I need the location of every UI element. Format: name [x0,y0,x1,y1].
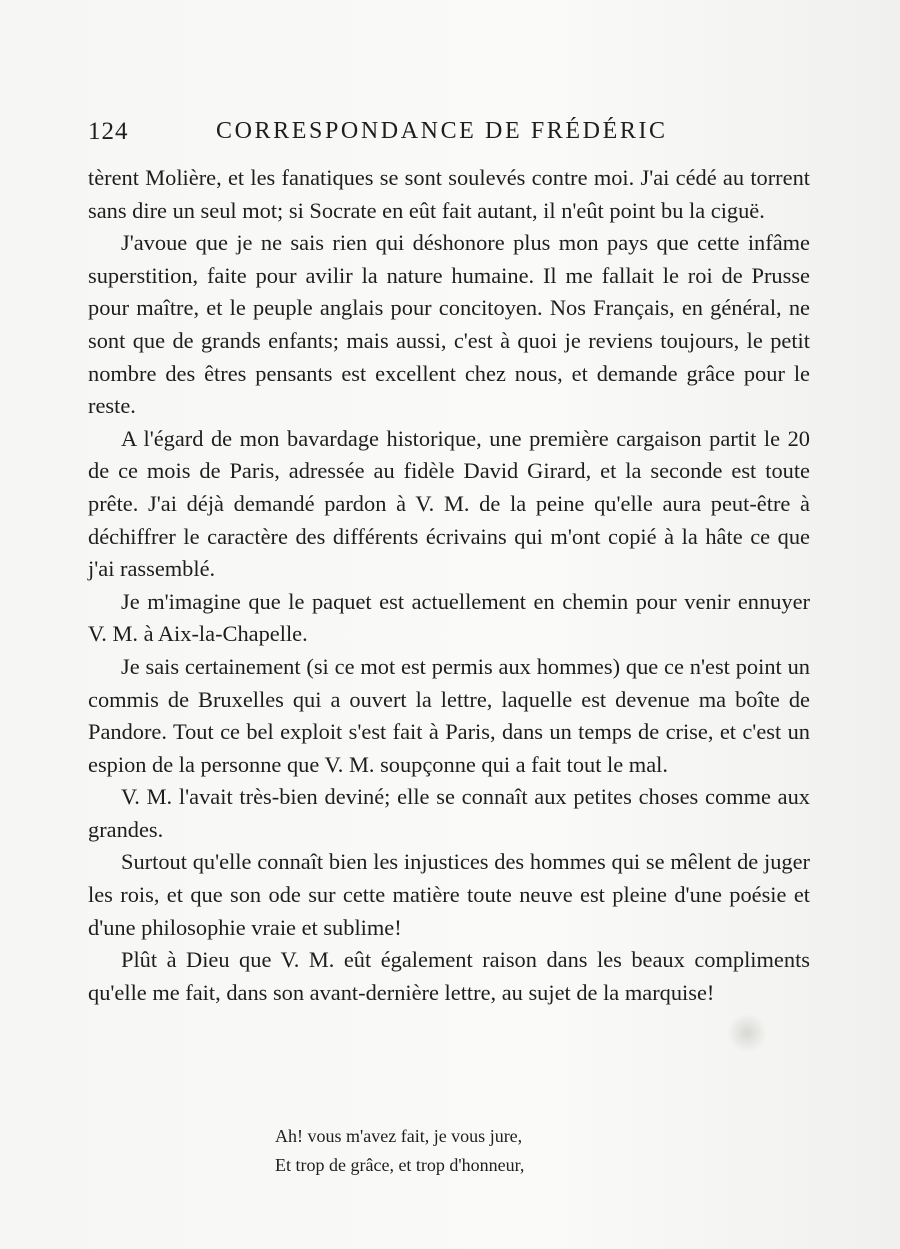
paragraph-6: V. M. l'avait très-bien deviné; elle se connaît aux petites choses comme aux grandes. [88,784,810,842]
paragraph-4: Je m'imagine que le paquet est actuellement en chemin pour venir ennuyer V. M. à Aix-la-Chapelle. [88,588,810,647]
page-number: 124 [88,118,129,145]
running-title: CORRESPONDANCE DE FRÉDÉRIC [216,118,668,144]
paper-stain [726,1014,768,1052]
body-text [88,162,810,1009]
paragraph-8: Plût à Dieu que V. M. eût également raison dans les beaux compliments qu'elle me fait, dans son avant-dernière lettre, au sujet de la marquise! [88,947,810,1005]
paragraph-1: tèrent Molière, et les fanatiques se sont soulevés contre moi. J'ai cédé au torrent sans dire un seul mot; si Socrate en eût fait autant, il n'eût point bu la ciguë. [88,165,810,223]
verse-line-2: Et trop de grâce, et trop d'honneur, [275,1155,525,1175]
paragraph-5: Je sais certainement (si ce mot est permis aux hommes) que ce n'est point un commis de Bruxelles qui a ouvert la lettre, laquelle est devenue ma boîte de Pandore. Tout ce bel exploit s'est fait à Paris, dans un temps de crise, et c'est un espion de la personne que V. M. soupçonne qui a fait tout le mal. [88,653,810,777]
paragraph-3: A l'égard de mon bavardage historique, une première cargaison partit le 20 de ce mois de Paris, adressée au fidèle David Girard, et la seconde est toute prête. J'ai déjà demandé pardon à V. M. de la peine qu'elle aura peut-être à déchiffrer le caractère des différents écrivains qui m'ont copié à la hâte ce que j'ai rassemblé. [88,425,810,582]
page-header [88,114,788,154]
paragraph-2: J'avoue que je ne sais rien qui déshonore plus mon pays que cette infâme superstition, faite pour avilir la nature humaine. Il me fallait le roi de Prusse pour maître, et le peuple anglais pour concitoyen. Nos Français, en général, ne sont que de grands enfants; mais aussi, c'est à quoi je reviens toujours, le petit nombre des êtres pensants est excellent chez nous, et demande grâce pour le reste. [88,230,810,419]
verse-quote [275,1122,695,1180]
paragraph-7: Surtout qu'elle connaît bien les injustices des hommes qui se mêlent de juger les rois, et que son ode sur cette matière toute neuve est pleine d'une poésie et d'une philosophie vraie et sublime! [88,849,810,940]
verse-line-1: Ah! vous m'avez fait, je vous jure, [275,1126,523,1146]
